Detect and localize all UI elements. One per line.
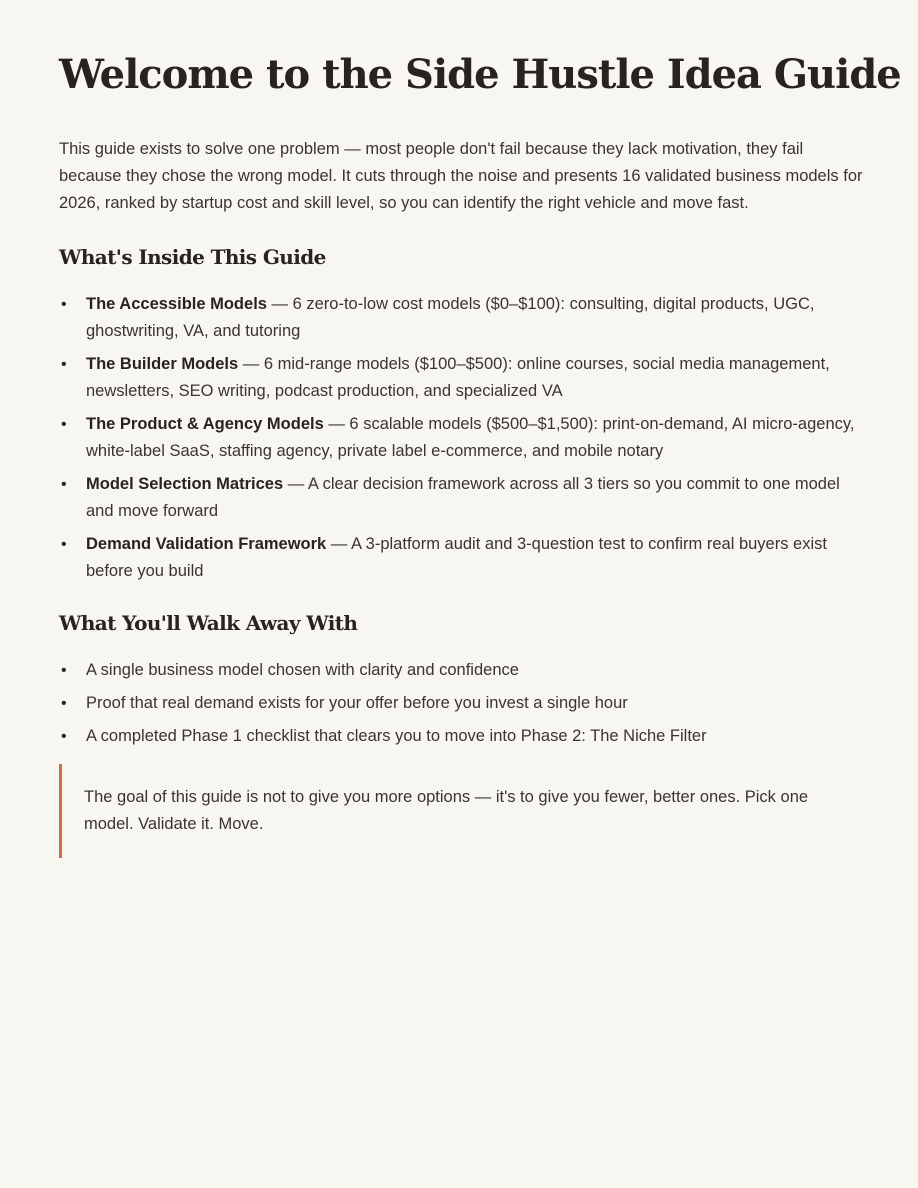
list-item (59, 690, 864, 717)
item-text: — 6 zero-to-low cost models ($0–$100): consulting, digital products, UGC, ghostwriting, VA, and tutoring (86, 295, 815, 340)
item-text: A completed Phase 1 checklist that clears you to move into Phase 2: The Niche Filter (86, 727, 707, 745)
bullet-icon: • (61, 476, 67, 493)
callout-text: The goal of this guide is not to give you more options — it's to give you fewer, better ones. Pick one model. Validate it. Move. (84, 788, 809, 833)
list-item (59, 531, 864, 585)
bullet-icon: • (61, 728, 67, 745)
walk-away-heading: What You'll Walk Away With (59, 611, 358, 635)
inside-heading: What's Inside This Guide (59, 245, 326, 269)
callout-quote (59, 764, 854, 858)
walk-away-list (59, 657, 864, 750)
list-item (59, 351, 864, 405)
bullet-icon: • (61, 536, 67, 553)
item-text: — A clear decision framework across all 3 tiers so you commit to one model and move forward (86, 475, 840, 520)
item-title: The Accessible Models (86, 295, 267, 313)
list-item (59, 411, 864, 465)
list-item (59, 723, 864, 750)
item-text: — 6 scalable models ($500–$1,500): print-on-demand, AI micro-agency, white-label SaaS, staffing agency, private label e-commerce, and mobile notary (86, 415, 855, 460)
bullet-icon: • (61, 356, 67, 373)
inside-list (59, 291, 864, 585)
item-title: The Product & Agency Models (86, 415, 324, 433)
item-title: Model Selection Matrices (86, 475, 284, 493)
item-text: A single business model chosen with clarity and confidence (86, 661, 519, 679)
item-text: — A 3-platform audit and 3-question test to confirm real buyers exist before you build (86, 535, 827, 580)
bullet-icon: • (61, 695, 67, 712)
intro-paragraph: This guide exists to solve one problem — most people don't fail because they lack motivation, they fail because they chose the wrong model. It cuts through the noise and presents 16 validated business models for 2026, ranked by startup cost and skill level, so you can identify the right vehicle and move fast. (59, 140, 863, 212)
list-item (59, 471, 864, 525)
bullet-icon: • (61, 416, 67, 433)
item-text: Proof that real demand exists for your offer before you invest a single hour (86, 694, 628, 712)
list-item (59, 657, 864, 684)
bullet-icon: • (61, 662, 67, 679)
item-title: Demand Validation Framework (86, 535, 327, 553)
item-text: — 6 mid-range models ($100–$500): online courses, social media management, newsletters, SEO writing, podcast production, and specialized VA (86, 355, 830, 400)
bullet-icon: • (61, 296, 67, 313)
list-item (59, 291, 864, 345)
guide-page (59, 48, 901, 858)
item-title: The Builder Models (86, 355, 239, 373)
page-title: Welcome to the Side Hustle Idea Guide (59, 51, 901, 98)
